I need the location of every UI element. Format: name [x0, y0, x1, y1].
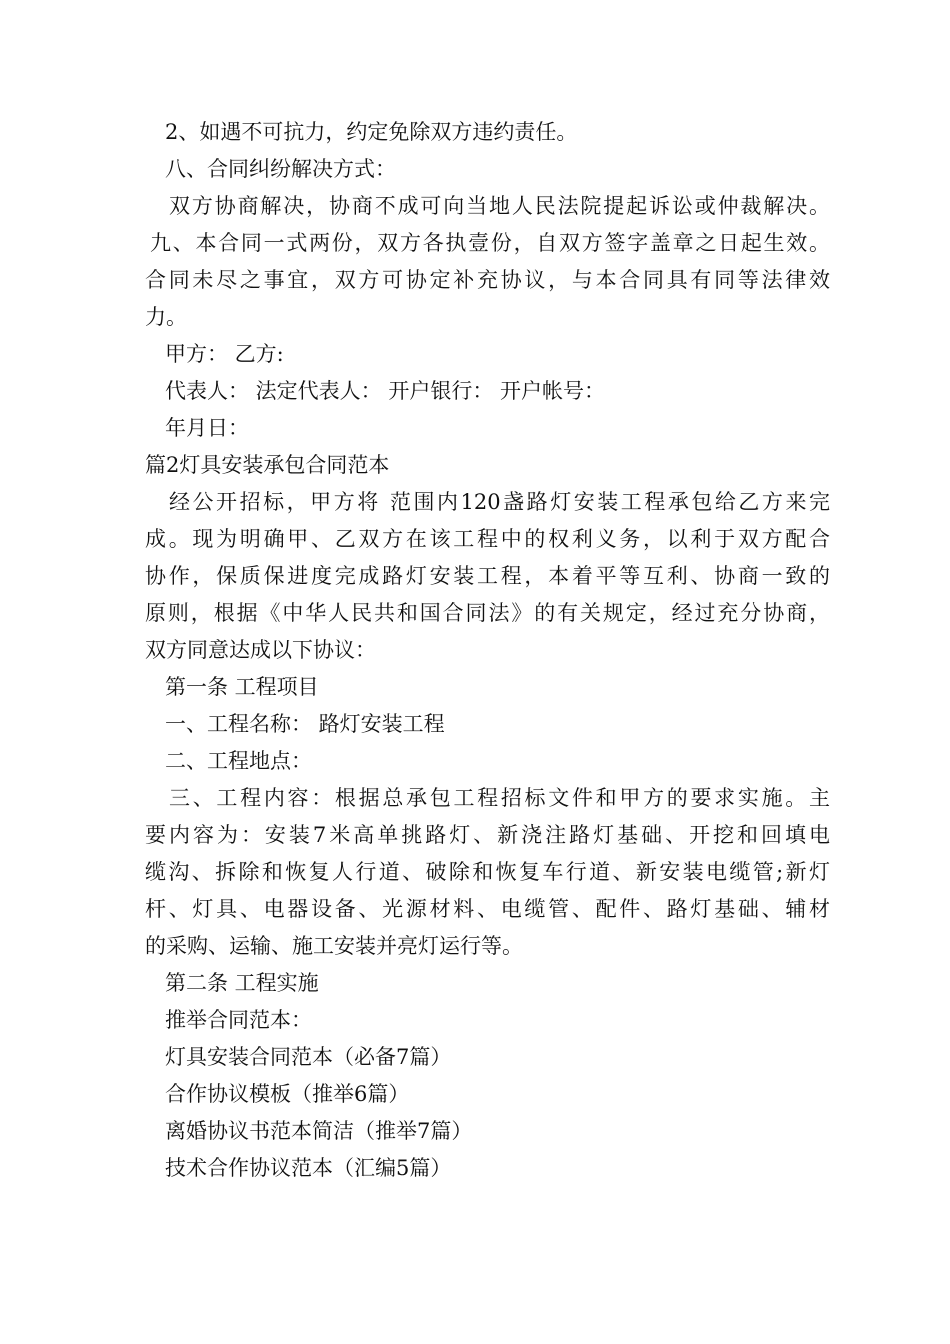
section-copies-text-cont: 合同未尽之事宜，双方可协定补充协议，与本合同具有同等法律效	[145, 268, 830, 292]
section-dispute-heading: 八、合同纠纷解决方式：	[165, 157, 396, 181]
recommended-item-2: 合作协议模板（推举6篇）	[165, 1082, 410, 1106]
project-content-3: 缆沟、拆除和恢复人行道、破除和恢复车行道、新安装电缆管;新灯	[145, 860, 830, 884]
representative-info: 代表人： 法定代表人： 开户银行： 开户帐号：	[165, 379, 606, 403]
intro-paragraph-1: 经公开招标，甲方将 范围内120盏路灯安装工程承包给乙方来完	[169, 490, 830, 514]
project-content-4: 杆、灯具、电器设备、光源材料、电缆管、配件、路灯基础、辅材	[145, 897, 830, 921]
document-body	[145, 114, 830, 1187]
intro-paragraph-4: 原则，根据《中华人民共和国合同法》的有关规定，经过充分协商，	[145, 601, 830, 625]
project-name: 一、工程名称： 路灯安装工程	[165, 712, 445, 736]
clause-force-majeure: 2、如遇不可抗力，约定免除双方违约责任。	[165, 120, 578, 144]
intro-paragraph-5: 双方同意达成以下协议：	[145, 638, 376, 662]
article-two-heading: 第二条 工程实施	[165, 971, 319, 995]
intro-paragraph-3: 协作，保质保进度完成路灯安装工程，本着平等互利、协商一致的	[145, 564, 830, 588]
intro-paragraph-2: 成。现为明确甲、乙双方在该工程中的权利义务，以利于双方配合	[145, 527, 830, 551]
project-content-2: 要内容为：安装7米高单挑路灯、新浇注路灯基础、开挖和回填电	[145, 823, 830, 847]
article-2-title: 篇2灯具安装承包合同范本	[145, 453, 390, 477]
dispute-resolution-text: 双方协商解决，协商不成可向当地人民法院提起诉讼或仲裁解决。	[169, 194, 830, 218]
party-signatures: 甲方： 乙方:	[165, 342, 284, 366]
article-one-heading: 第一条 工程项目	[165, 675, 319, 699]
recommended-heading: 推举合同范本：	[165, 1008, 312, 1032]
date-line: 年月日：	[165, 416, 249, 440]
project-content-1: 三、工程内容：根据总承包工程招标文件和甲方的要求实施。主	[169, 786, 830, 810]
recommended-item-1: 灯具安装合同范本（必备7篇）	[165, 1045, 452, 1069]
section-copies-text-end: 力。	[145, 305, 187, 329]
recommended-item-4: 技术合作协议范本（汇编5篇）	[165, 1156, 452, 1180]
project-content-5: 的采购、运输、施工安装并亮灯运行等。	[145, 934, 523, 958]
project-location: 二、工程地点：	[165, 749, 312, 773]
recommended-item-3: 离婚协议书范本简洁（推举7篇）	[165, 1119, 473, 1143]
section-copies-text: 九、本合同一式两份，双方各执壹份，自双方签字盖章之日起生效。	[150, 231, 830, 255]
